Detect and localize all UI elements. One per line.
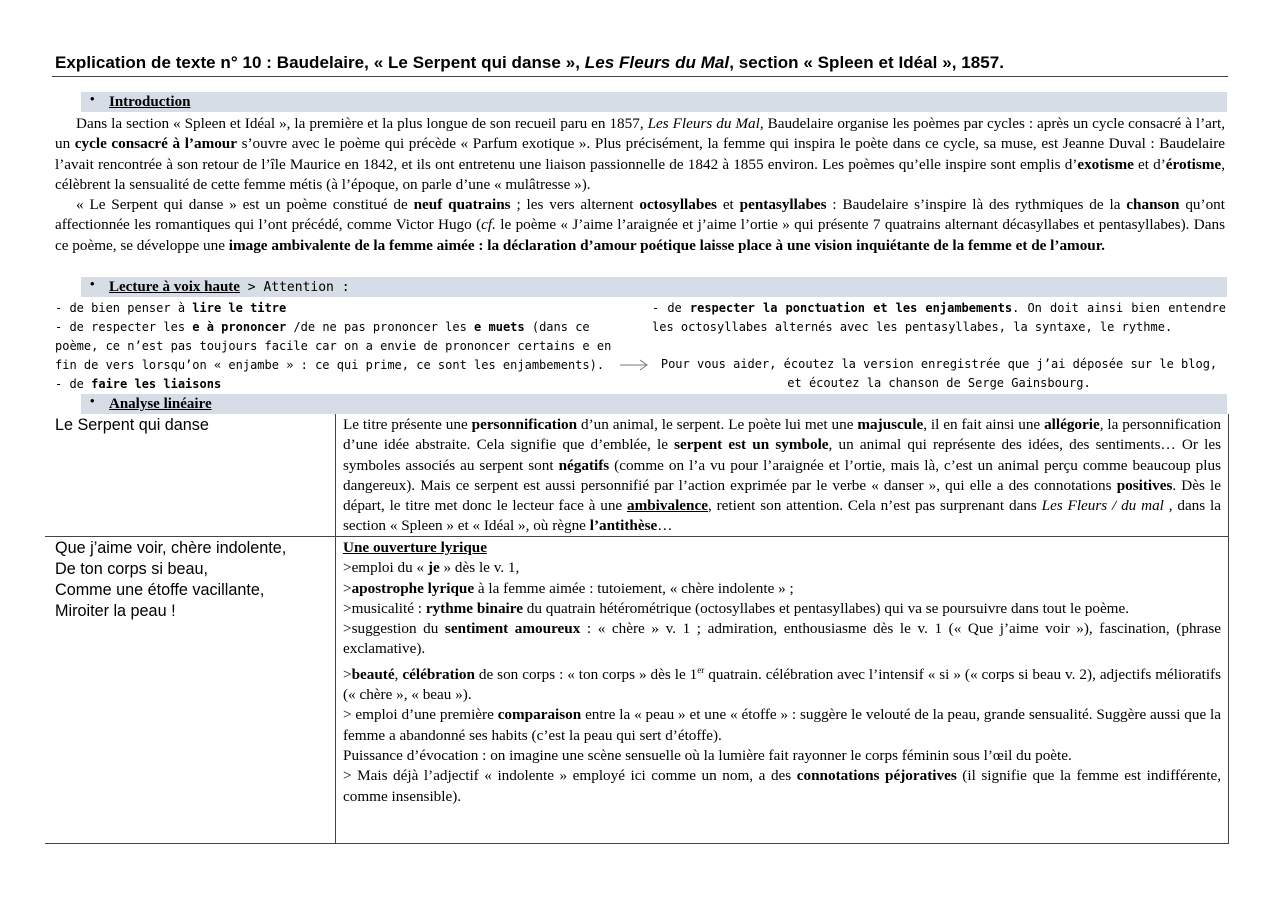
stanza-analysis-cell xyxy=(343,538,1221,807)
introduction-text xyxy=(55,114,1225,256)
section-label: Introduction xyxy=(109,94,191,110)
verse-line: De ton corps si beau, xyxy=(55,560,208,578)
reading-advice-left xyxy=(55,299,630,394)
analysis-point: >suggestion du sentiment amoureux : « chère » v. 1 ; admiration, enthousiasme dès le v. 1 (« Que j’aime voir »), fascination, (phrase exclamative). xyxy=(343,620,1221,658)
document-title: Explication de texte n° 10 : Baudelaire, « Le Serpent qui danse », Les Fleurs du Mal, section « Spleen et Idéal », 1857. xyxy=(55,53,1005,72)
section-analyse-heading xyxy=(81,394,1227,414)
blog-recording-note: Pour vous aider, écoutez la version enregistrée que j’ai déposée sur le blog, et écoutez la chanson de Serge Gainsbourg. xyxy=(660,357,1218,390)
title-underline xyxy=(52,76,1228,77)
analysis-point: Puissance d’évocation : on imagine une scène sensuelle où la lumière fait rayonner le corps féminin sous l’œil du poète. xyxy=(343,747,1072,765)
verse-line: Miroiter la peau ! xyxy=(55,602,176,620)
analysis-point: > emploi d’une première comparaison entre la « peau » et une « étoffe » : suggère le velouté de la peau, grande sensualité. Suggère aussi que la femme a abandonné ses habits (c’est la peau qui sert d’étoffe). xyxy=(343,706,1222,744)
verse-line: Comme une étoffe vacillante, xyxy=(55,581,265,599)
intro-paragraph-2: « Le Serpent qui danse » est un poème constitué de neuf quatrains ; les vers alternent octosyllabes et pentasyllabes : Baudelaire s’inspire là des rythmiques de la chanson qu’ont affectionnée les romantiques qui l’ont précédé, comme Victor Hugo (cf. le poème « J’aime l’araignée et j’aime l’ortie » qui présente 7 quatrains alternant décasyllabes et pentasyllabes). Dans ce poème, se développe une image ambivalente de la femme aimée : la déclaration d’amour poétique laisse place à une vision inquiétante de la femme et de l’amour. xyxy=(55,196,1225,254)
analysis-point: >musicalité : rythme binaire du quatrain hétérométrique (octosyllabes et pentasyllabes) qui va se poursuivre dans tout le poème. xyxy=(343,599,1130,617)
bullet-icon: • xyxy=(90,276,95,291)
title-analysis-cell: Le titre présente une personnification d’un animal, le serpent. Le poète lui met une majuscule, il en fait ainsi une allégorie, la personnification d’une idée abstraite. Cela signifie que d’emblée, le serpent est un symbole, un animal qui représente des idées, des sentiments… Or les symboles associés au serpent sont négatifs (comme on l’a vu pour l’araignée et l’ortie, mais là, c’est un animal perçu comme beaucoup plus dangereux). Mais ce serpent est aussi personnifié par l’action exprimée par le verbe « danser », qui elle a des connotations positives. Dès le départ, le titre met donc le lecteur face à une ambivalence, retient son attention. Cela n’est pas surprenant dans Les Fleurs / du mal , dans la section « Spleen » et « Idéal », où règne l’antithèse… xyxy=(343,416,1221,535)
attention-label: > Attention : xyxy=(239,280,350,295)
section-label: Lecture à voix haute xyxy=(109,279,240,295)
bullet-icon: • xyxy=(90,393,95,408)
table-right-border xyxy=(1228,414,1229,844)
section-lecture-heading xyxy=(81,277,1227,297)
column-divider xyxy=(335,414,336,844)
reading-advice-right xyxy=(652,299,1226,337)
bullet-icon: • xyxy=(90,91,95,106)
table-bottom-border xyxy=(45,843,1229,844)
advice-line: - de respecter la ponctuation et les enjambements. On doit ainsi bien entendre les octosyllabes alternés avec les pentasyllabes, la syntaxe, le rythme. xyxy=(652,301,1227,334)
advice-line: - de bien penser à lire le titre xyxy=(55,301,287,315)
verse-line: Que j’aime voir, chère indolente, xyxy=(55,539,287,557)
advice-line: - de respecter les e à prononcer /de ne pas prononcer les e muets (dans ce poème, ce n’est pas toujours facile car on a envie de prononcer certains e en fin de vers lorsqu’on « enjambe » : ce qui prime, ce sont les enjambements). xyxy=(55,320,612,372)
arrow-right-icon xyxy=(619,357,649,373)
advice-line: - de faire les liaisons xyxy=(55,377,222,391)
analysis-point: >emploi du « je » dès le v. 1, xyxy=(343,559,520,577)
analysis-point: >apostrophe lyrique à la femme aimée : tutoiement, « chère indolente » ; xyxy=(343,579,794,597)
section-introduction-heading xyxy=(81,92,1227,112)
analysis-point: > Mais déjà l’adjectif « indolente » employé ici comme un nom, a des connotations péjoratives (il signifie que la femme est indifférente, comme insensible). xyxy=(343,767,1221,805)
intro-paragraph-1: Dans la section « Spleen et Idéal », la première et la plus longue de son recueil paru en 1857, Les Fleurs du Mal, Baudelaire organise les poèmes par cycles : après un cycle consacré à l’art, un cycle consacré à l’amour s’ouvre avec le poème qui précède « Parfum exotique ». Plus précisément, la femme qui inspira le poète dans ce cycle, sa muse, est Jeanne Duval : Baudelaire l’avait rencontrée à son retour de l’île Maurice en 1842, et ils ont entretenu une liaison passionnelle de 1842 à 1855 environ. Les poèmes qu’elle inspire sont emplis d’exotisme et d’érotisme, célèbrent la sensualité de cette femme métis (à l’époque, on parle d’une « mulâtresse »). xyxy=(55,115,1225,193)
poem-stanza-cell xyxy=(55,538,286,622)
section-label: Analyse linéaire xyxy=(109,396,212,412)
poem-title-cell: Le Serpent qui danse xyxy=(55,416,209,434)
analysis-point: >beauté, célébration de son corps : « ton corps » dès le 1er quatrain. célébration avec l’intensif « si » (« corps si beau v. 2), adjectifs mélioratifs (« chère », « beau »). xyxy=(343,664,1222,704)
analysis-heading: Une ouverture lyrique xyxy=(343,539,487,556)
